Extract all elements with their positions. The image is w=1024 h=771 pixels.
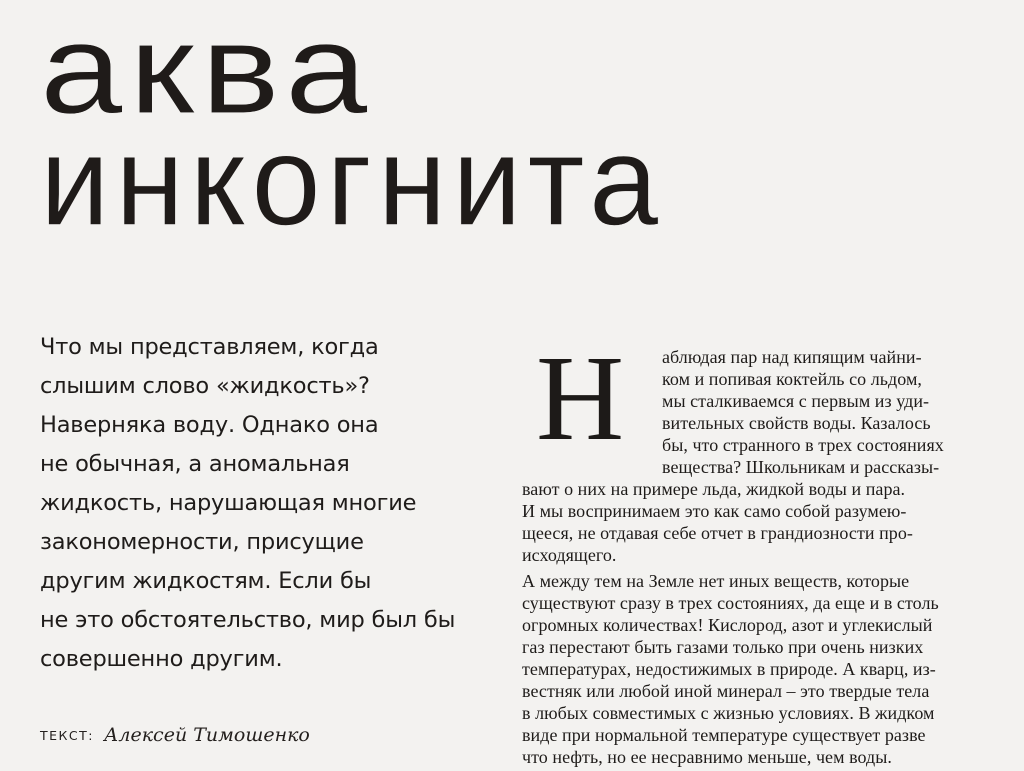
author-name: Алексей Тимошенко xyxy=(103,724,310,746)
paragraph-1-continued: вают о них на примере льда, жидкой воды и пара. И мы воспринимаем это как само собой разумею- щееся, не отдавая себе отчет в грандиозности про- исходящего. xyxy=(522,479,913,565)
drop-cap: Н xyxy=(536,346,625,466)
lead-paragraph: Что мы представляем, когда слышим слово «жидкость»? Наверняка воду. Однако она не обычная, а аномальная жидкость, нарушающая многие закономерности, присущие другим жидкостям. Если бы не это обстоятельство, мир был бы совершенно другим. xyxy=(40,334,456,672)
paragraph-1-beside-dropcap: аблюдая пар над кипящим чайни- ком и попивая коктейль со льдом, мы сталкиваемся с первым из уди- вительных свойств воды. Казалось бы, что странного в трех состояниях вещества? Школьникам и рассказы- xyxy=(662,347,944,477)
author-credit xyxy=(40,724,310,746)
paragraph-2: А между тем на Земле нет иных веществ, которые существуют сразу в трех состояниях, да еще и в столь огромных количествах! Кислород, азот и углекислый газ перестают быть газами только при очень низких температурах, недостижимых в природе. А кварц, из- вестняк или любой иной минерал – это твердые тела в любых совместимых с жизнью условиях. В жидком виде при нормальной температуре существует разве что нефть, но ее несравнимо меньше, чем воды. xyxy=(522,571,939,767)
headline-line-1: аква xyxy=(40,0,375,141)
headline-line-2: инкогнита xyxy=(40,110,665,253)
credit-label: ТЕКСТ: xyxy=(40,728,94,743)
body-text-column xyxy=(522,346,992,771)
